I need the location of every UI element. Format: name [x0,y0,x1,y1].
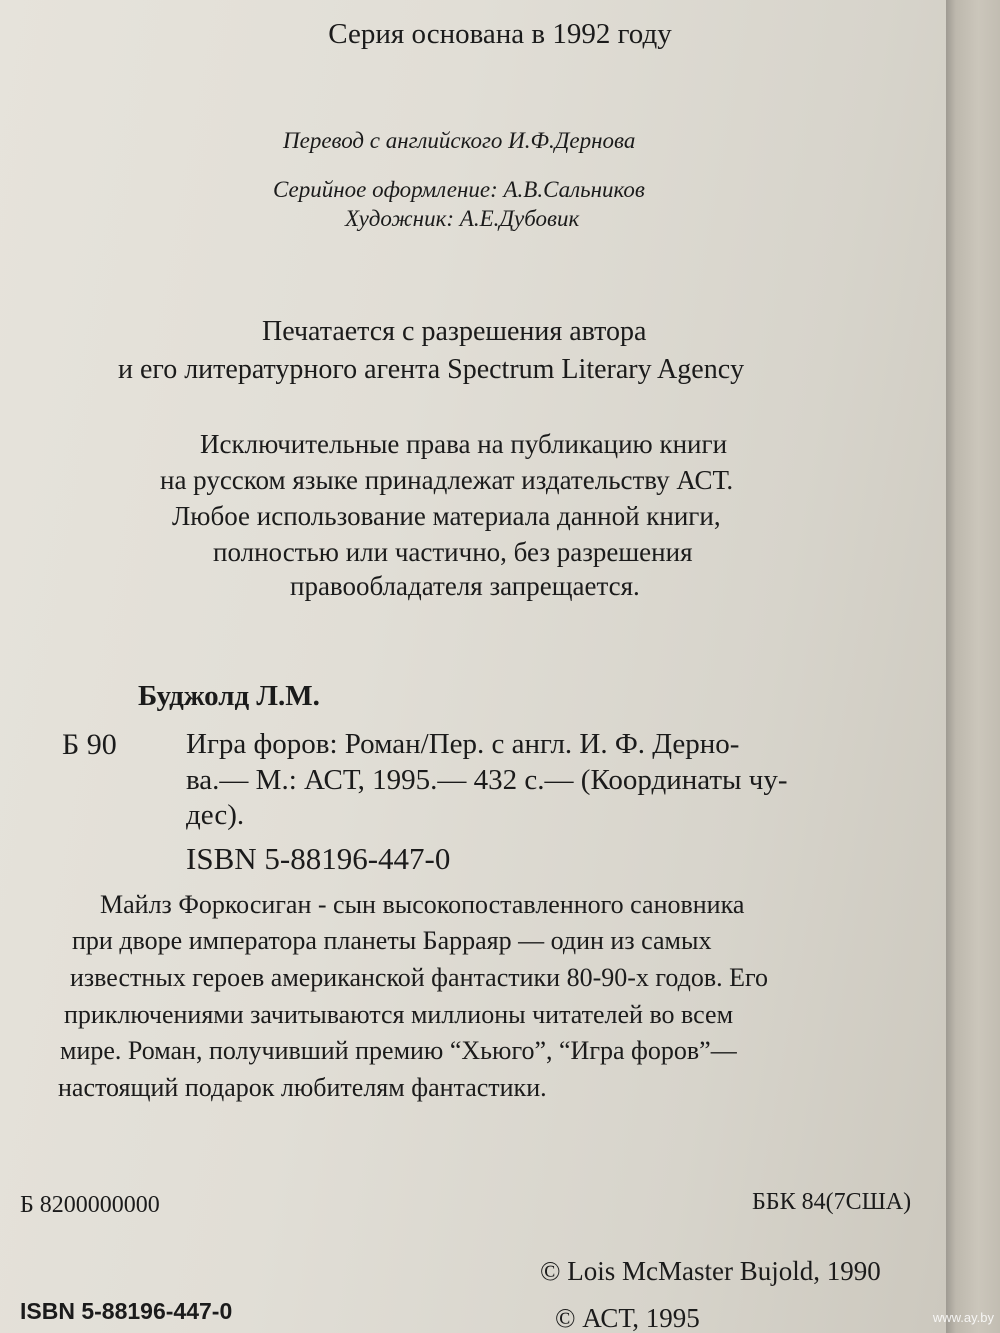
permission-line-1: Печатается с разрешения автора [262,316,647,347]
author-name: Буджолд Л.М. [138,680,320,712]
translator-credit: Перевод с английского И.Ф.Дернова [283,128,636,153]
bibliography-line-2: ва.— М.: АСТ, 1995.— 432 с.— (Координаты чу- [186,764,788,796]
rights-line-5: правообладателя запрещается. [290,571,640,601]
site-watermark: www.ay.by [932,1310,994,1325]
annotation-line-5: мире. Роман, получивший премию “Хьюго”, “Игра форов”— [60,1036,737,1065]
artist-credit: Художник: А.Е.Дубовик [345,206,580,231]
rights-line-2: на русском языке принадлежат издательству АСТ. [160,465,734,495]
rights-line-3: Любое использование материала данной книги, [172,501,721,531]
bbk-code: ББК 84(7США) [752,1189,912,1215]
series-founded-line: Серия основана в 1992 году [328,18,672,50]
annotation-line-4: приключениями зачитываются миллионы читателей во всем [64,1000,734,1029]
copyright-author: © Lois McMaster Bujold, 1990 [540,1256,881,1286]
b-code: Б 8200000000 [20,1192,160,1218]
annotation-line-6: настоящий подарок любителям фантастики. [58,1073,547,1102]
library-code: Б 90 [62,728,117,761]
rights-line-1: Исключительные права на публикацию книги [200,429,728,459]
annotation-line-1: Майлз Форкосиган - сын высокопоставленного сановника [100,890,745,919]
permission-line-2: и его литературного агента Spectrum Literary Agency [118,354,745,385]
series-design-credit: Серийное оформление: А.В.Сальников [273,177,645,202]
page-edge-shadow [946,0,1000,1333]
annotation-line-3: известных героев американской фантастики 80-90-х годов. Его [70,963,769,992]
footer-isbn: ISBN 5-88196-447-0 [20,1298,233,1324]
copyright-publisher: © АСТ, 1995 [555,1303,700,1333]
annotation-line-2: при дворе императора планеты Барраяр — один из самых [72,926,712,955]
bibliography-line-3: дес). [186,799,245,831]
rights-line-4: полностью или частично, без разрешения [213,537,693,567]
bibliography-isbn: ISBN 5-88196-447-0 [186,841,451,876]
bibliography-line-1: Игра форов: Роман/Пер. с англ. И. Ф. Дерно- [186,728,740,760]
